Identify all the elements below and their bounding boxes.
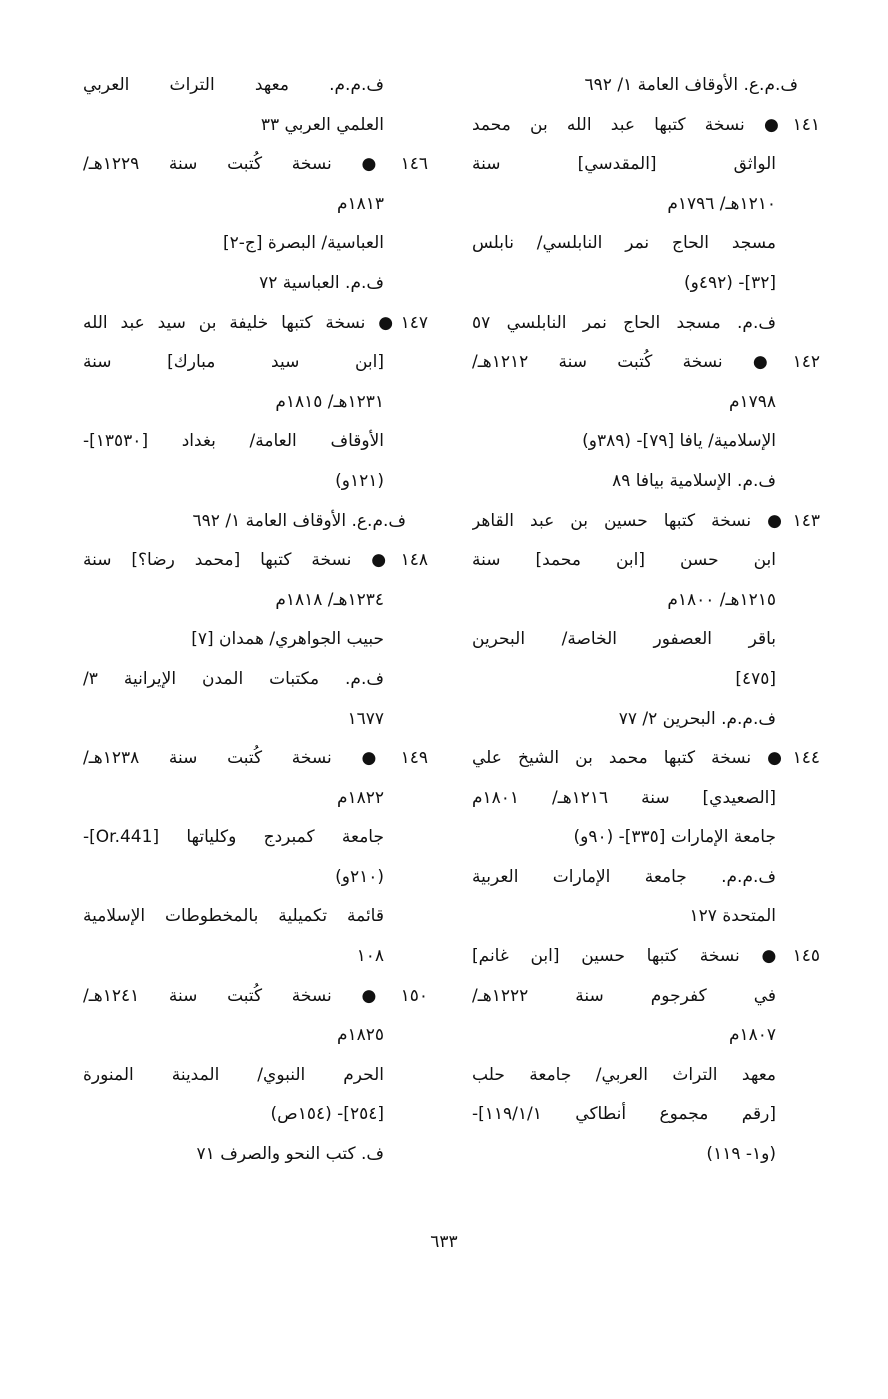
text-line: ١٨٠٧م [728,1025,776,1046]
text-line: [٢٥٤]- (١٥٤ص) [270,1104,384,1125]
page-number: ٦٣٣ [430,1232,458,1252]
text-line: [ابن سيد مبارك] سنة [83,352,384,373]
text-line: ف.م.ع. الأوقاف العامة ١/ ٦٩٢ [192,510,406,531]
text-line: في كفرجوم سنة ١٢٢٢هـ/ [472,985,776,1006]
text-line: ١٤٩● نسخة كُتبت سنة ١٢٣٨هـ/ [83,748,428,769]
text-line: ف.م.م. البحرين ٢/ ٧٧ [618,708,776,729]
text-line: (١٢١و) [335,470,384,491]
left-text-column [83,66,428,1175]
text-line: العلمي العربي ٣٣ [260,114,384,135]
text-line: ف.م. مكتبات المدن الإيرانية ٣/ [83,668,384,689]
text-line: جامعة كمبردج وكلياتها [Or.441]- [83,827,384,848]
text-line: ف.م. الإسلامية بيافا ٨٩ [612,470,776,491]
text-line: الأوقاف العامة/ بغداد [١٣٥٣٠]- [83,431,384,452]
text-line: ١٥٠● نسخة كُتبت سنة ١٢٤١هـ/ [83,985,428,1006]
text-line: ١٤٥● نسخة كتبها حسين [ابن غانم] [472,946,820,967]
text-line: مسجد الحاج نمر النابلسي/ نابلس [472,233,776,254]
text-line: (٢١٠و) [335,866,384,887]
text-line: ف.م.م. معهد التراث العربي [83,75,384,95]
text-line: ١٤١● نسخة كتبها عبد الله بن محمد [472,114,820,135]
text-line: ١٦٧٧ [347,708,384,729]
text-line: ابن حسن [ابن محمد] سنة [472,550,776,571]
text-line: الحرم النبوي/ المدينة المنورة [83,1064,384,1085]
text-line: المتحدة ١٢٧ [689,906,776,927]
text-line: ١٤٣● نسخة كتبها حسين بن عبد القاهر [472,510,820,531]
text-line: ١٨٢٥م [336,1025,384,1046]
text-line: ١٢٣٤هـ/ ١٨١٨م [275,589,384,610]
text-line: ١٢١٠هـ/ ١٧٩٦م [667,193,776,214]
text-line: [الصعيدي] سنة ١٢١٦هـ/ ١٨٠١م [472,787,776,808]
text-line: ف.م.م. جامعة الإمارات العربية [472,866,776,887]
text-line: قائمة تكميلية بالمخطوطات الإسلامية [83,906,384,927]
text-line: ف.م. العباسية ٧٢ [259,272,384,293]
text-line: باقر العصفور الخاصة/ البحرين [472,629,776,650]
text-line: ١٤٢● نسخة كُتبت سنة ١٢١٢هـ/ [472,352,820,373]
text-line: ١٢٣١هـ/ ١٨١٥م [275,391,384,412]
text-line: ف. كتب النحو والصرف ٧١ [196,1144,384,1165]
text-line: جامعة الإمارات [٣٣٥]- (٩٠و) [573,827,776,848]
text-line: حبيب الجواهري/ همدان [٧] [191,629,384,650]
text-line: [٤٧٥] [735,668,776,689]
text-line: [رقم مجموع أنطاكي ١١٩/١/١]- [472,1104,776,1125]
text-line: العباسية/ البصرة [ج-٢] [222,233,384,254]
right-text-column [472,66,820,1175]
text-line: ١٧٩٨م [728,391,776,412]
text-line: الواثق [المقدسي] سنة [472,154,776,175]
text-line: ١٤٧● نسخة كتبها خليفة بن سيد عبد الله [83,312,428,333]
text-line: (و١- ١١٩) [706,1144,776,1165]
text-line: ١٨٢٢م [336,787,384,808]
text-line: ١٠٨ [356,946,384,967]
text-line: ف.م. مسجد الحاج نمر النابلسي ٥٧ [472,312,776,333]
text-line: الإسلامية/ يافا [٧٩]- (٣٨٩و) [582,431,776,452]
text-line: ١٢١٥هـ/ ١٨٠٠م [667,589,776,610]
text-line: معهد التراث العربي/ جامعة حلب [472,1064,776,1085]
text-line: ١٤٨● نسخة كتبها [محمد رضا؟] سنة [83,550,428,571]
text-line: ١٨١٣م [336,193,384,214]
text-line: ف.م.ع. الأوقاف العامة ١/ ٦٩٢ [584,75,798,95]
text-line: ١٤٦● نسخة كُتبت سنة ١٢٢٩هـ/ [83,154,428,175]
text-line: [٣٢]- (٤٩٢و) [684,272,776,293]
text-line: ١٤٤● نسخة كتبها محمد بن الشيخ علي [472,748,820,769]
